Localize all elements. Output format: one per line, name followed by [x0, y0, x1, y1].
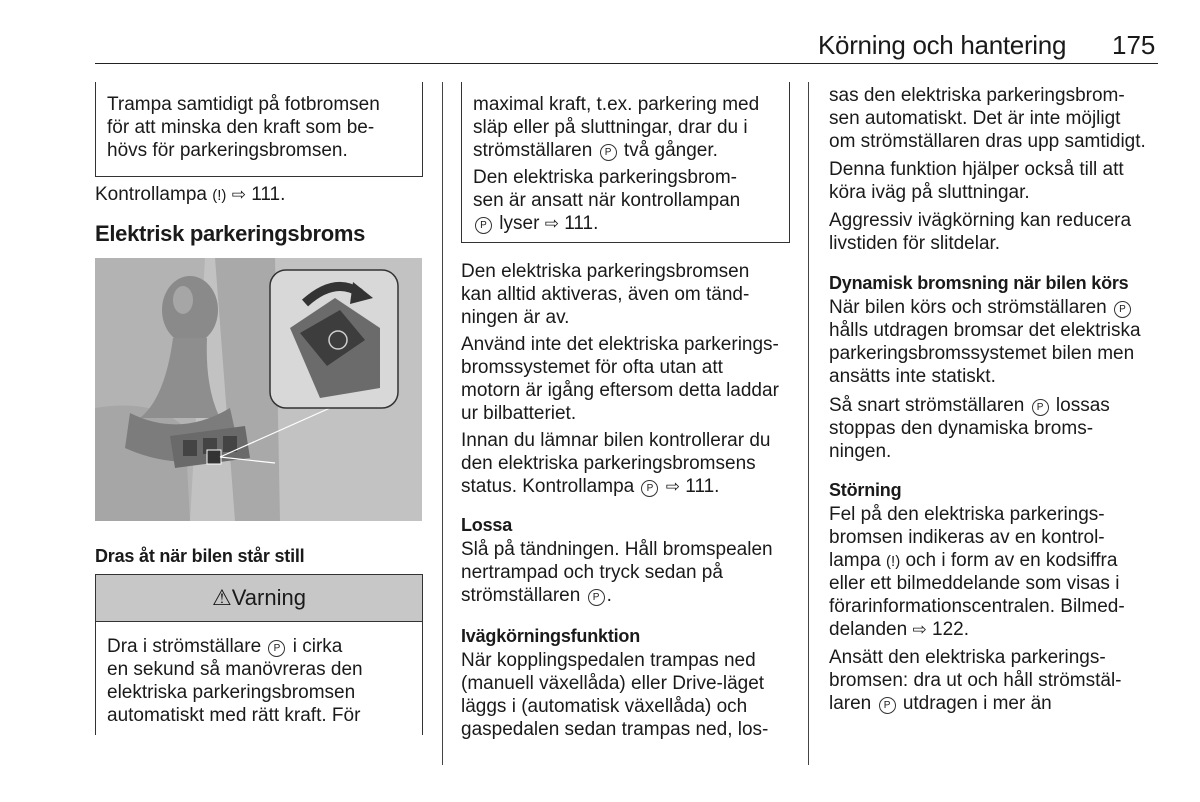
paragraph-text: 111. [685, 476, 720, 497]
parking-switch-icon: P [600, 144, 617, 161]
paragraph-text: laren [829, 693, 872, 714]
paragraph-line: Använd inte det elektriska parkerings- [461, 334, 779, 355]
paragraph-line: läggs i (automatisk växellåda) och [461, 696, 748, 717]
paragraph-line: ningen. [829, 441, 892, 462]
ref-arrow-icon: ⇨ [231, 185, 246, 204]
parking-brake-photo [95, 258, 422, 521]
box-line: Den elektriska parkeringsbrom- [473, 167, 737, 188]
paragraph-text: 122. [932, 619, 969, 640]
paragraph-line: Fel på den elektriska parkerings- [829, 504, 1105, 525]
page-number: 175 [1112, 30, 1156, 60]
paragraph-line: om strömställaren dras upp samtidigt. [829, 131, 1146, 152]
paragraph-line: Aggressiv ivägkörning kan reducera [829, 210, 1132, 231]
box-line: maximal kraft, t.ex. parkering med [473, 94, 760, 115]
paragraph-text: delanden [829, 619, 908, 640]
paragraph-line: Den elektriska parkeringsbromsen [461, 261, 750, 282]
paragraph-text: status. Kontrollampa [461, 476, 635, 497]
paragraph-text: Så snart strömställaren [829, 395, 1025, 416]
paragraph-line: Innan du lämnar bilen kontrollerar du [461, 430, 771, 451]
parking-switch-icon: P [1032, 399, 1049, 416]
warning-line [107, 635, 342, 658]
kontroll-ref: 111. [251, 184, 286, 205]
paragraph-text: utdragen i mer än [902, 693, 1052, 714]
paragraph-line: eller ett bilmeddelande som visas i [829, 573, 1120, 594]
paragraph-line: Slå på tändningen. Håll bromspealen [461, 539, 773, 560]
paragraph-text: lampa [829, 550, 881, 571]
paragraph-line: När kopplingspedalen trampas ned [461, 650, 756, 671]
parking-lamp-icon: P [475, 217, 492, 234]
kontroll-label: Kontrollampa [95, 184, 207, 205]
box-text: lyser [499, 213, 540, 234]
section-title: Körning och hantering [818, 30, 1067, 60]
parking-brake-illustration [95, 258, 422, 521]
paragraph-line [829, 394, 1110, 417]
paragraph-line: ur bilbatteriet. [461, 403, 577, 424]
brake-lamp-icon: (!) [212, 187, 227, 204]
header-rule [95, 63, 1158, 64]
note-line: Trampa samtidigt på fotbromsen [107, 94, 380, 115]
paragraph-text: strömställaren [461, 585, 581, 606]
box-line: släp eller på sluttningar, drar du i [473, 117, 748, 138]
paragraph-line: (manuell växellåda) eller Drive-läget [461, 673, 765, 694]
warning-triangle-icon: ⚠ [212, 585, 232, 610]
warning-text: i cirka [292, 636, 343, 657]
paragraph-line: hålls utdragen bromsar det elektriska [829, 320, 1141, 341]
paragraph-line: motorn är igång eftersom detta laddar [461, 380, 779, 401]
column-divider-1 [442, 82, 443, 765]
paragraph-line: ansätts inte statiskt. [829, 366, 996, 387]
paragraph-line: bromsen: dra ut och håll strömstäl- [829, 670, 1122, 691]
paragraph-line: sen automatiskt. Det är inte möjligt [829, 108, 1121, 129]
paragraph-line [829, 296, 1133, 319]
paragraph-line [829, 692, 1052, 715]
subheading: Dras åt när bilen står still [95, 546, 305, 566]
paragraph-line: bromssystemet för ofta utan att [461, 357, 723, 378]
paragraph-line: strömställaren P . [461, 585, 612, 606]
paragraph-text: När bilen körs och strömställaren [829, 297, 1107, 318]
parking-lamp-icon: P [641, 480, 658, 497]
paragraph-line: ningen är av. [461, 307, 570, 328]
paragraph-line: Ansätt den elektriska parkerings- [829, 647, 1106, 668]
paragraph-text: och i form av en kodsiffra [905, 550, 1118, 571]
paragraph-line: kan alltid aktiveras, även om tänd- [461, 284, 750, 305]
paragraph-text: lossas [1055, 395, 1110, 416]
paragraph-line: stoppas den dynamiska broms- [829, 418, 1094, 439]
kontroll-line [95, 183, 285, 207]
paragraph-line: sas den elektriska parkeringsbrom- [829, 85, 1125, 106]
parking-switch-icon: P [1114, 301, 1131, 318]
box-text: strömställaren [473, 140, 593, 161]
paragraph-line: Denna funktion hjälper också till att [829, 159, 1124, 180]
ref-arrow-icon: ⇨ [665, 477, 681, 496]
parking-switch-icon: P [268, 640, 285, 657]
warning-text: Dra i strömställare [107, 636, 262, 657]
note-line: för att minska den kraft som be- [107, 117, 375, 138]
box-line [473, 212, 598, 235]
note-line: hövs för parkeringsbromsen. [107, 140, 348, 161]
warning-line: en sekund så manövreras den [107, 659, 363, 680]
paragraph-line: köra iväg på sluttningar. [829, 182, 1030, 203]
dyn-heading: Dynamisk bromsning när bilen körs [829, 273, 1129, 293]
box-line [473, 139, 718, 162]
ref-arrow-icon: ⇨ [912, 620, 927, 639]
section-heading: Elektrisk parkeringsbroms [95, 221, 366, 246]
paragraph-line [829, 618, 969, 641]
box-line: sen är ansatt när kontrollampan [473, 190, 741, 211]
paragraph-line: den elektriska parkeringsbromsens [461, 453, 756, 474]
paragraph-line: förarinformationscentralen. Bilmed- [829, 596, 1125, 617]
paragraph-line: bromsen indikeras av en kontrol- [829, 527, 1105, 548]
lossa-heading: Lossa [461, 515, 513, 535]
ivag-heading: Ivägkörningsfunktion [461, 626, 641, 646]
warning-line: automatiskt med rätt kraft. För [107, 705, 361, 726]
warning-title: Varning [231, 585, 306, 610]
paragraph-line: nertrampad och tryck sedan på [461, 562, 723, 583]
warning-header [96, 575, 422, 622]
paragraph-line [829, 549, 1117, 573]
paragraph-line: parkeringsbromssystemet bilen men [829, 343, 1135, 364]
box-text: 111. [564, 213, 599, 234]
box-text: två gånger. [623, 140, 718, 161]
paragraph-line: livstiden för slitdelar. [829, 233, 1001, 254]
parking-switch-icon: P [588, 589, 605, 606]
column-divider-2 [808, 82, 809, 765]
parking-switch-icon: P [879, 697, 896, 714]
paragraph-line [461, 475, 719, 498]
warning-line: elektriska parkeringsbromsen [107, 682, 356, 703]
storning-heading: Störning [829, 480, 902, 500]
fault-lamp-icon: (!) [886, 553, 901, 570]
ref-arrow-icon: ⇨ [544, 214, 559, 233]
paragraph-line: gaspedalen sedan trampas ned, los- [461, 719, 769, 740]
